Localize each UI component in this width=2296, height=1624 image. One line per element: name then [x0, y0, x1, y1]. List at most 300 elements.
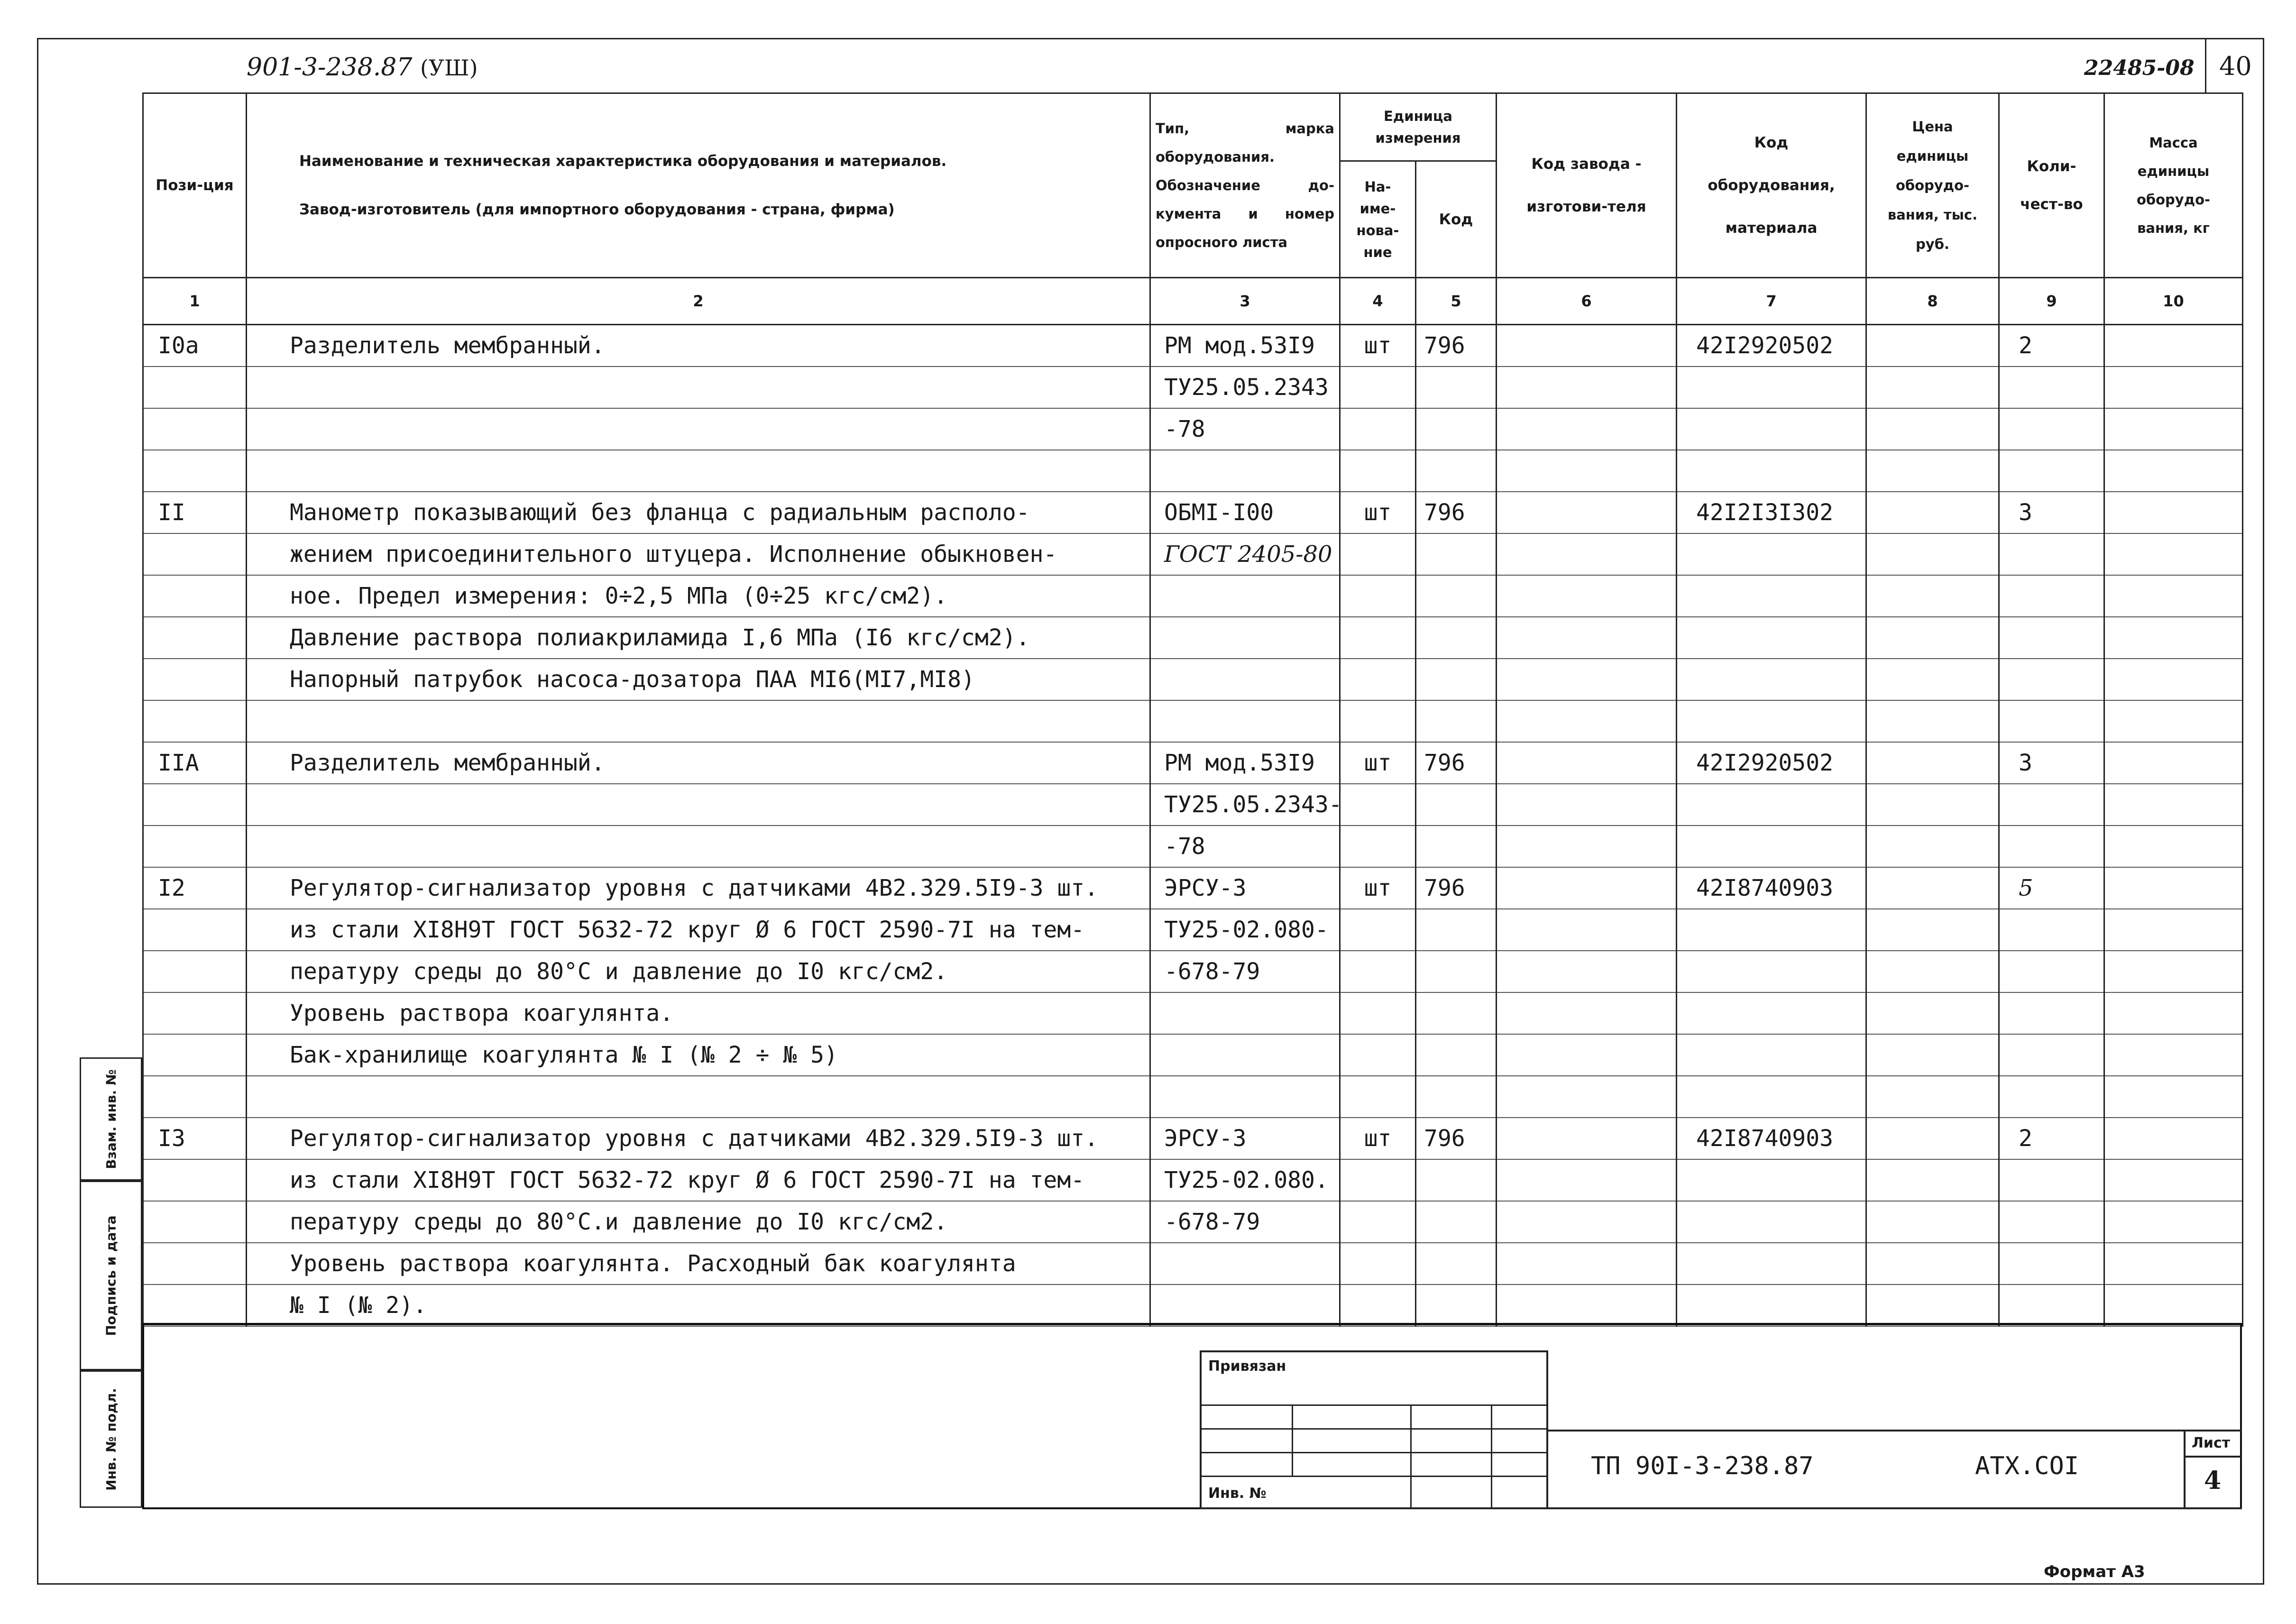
price-cell	[1866, 450, 1999, 492]
inventory-label: Инв. №	[1208, 1485, 1267, 1502]
table-row	[143, 408, 2243, 450]
equipment-code-cell	[1677, 367, 1866, 408]
equipment-code-cell	[1677, 1034, 1866, 1076]
position-cell	[143, 826, 247, 867]
quantity-cell	[1999, 575, 2104, 617]
price-cell	[1866, 1118, 1999, 1159]
name-cell: Напорный патрубок насоса-дозатора ПАА МI6(МI7,МI8)	[247, 659, 1150, 700]
unit-name-cell	[1340, 659, 1416, 700]
unit-name-cell	[1340, 951, 1416, 992]
table-row	[143, 492, 2243, 533]
equipment-code-cell	[1677, 1076, 1866, 1118]
name-cell	[247, 450, 1150, 492]
plant-code-cell	[1497, 1076, 1677, 1118]
mass-cell	[2104, 1243, 2243, 1285]
equipment-code-cell	[1677, 784, 1866, 826]
table-row	[143, 1118, 2243, 1159]
type-cell	[1150, 700, 1340, 742]
quantity-cell: 3	[1999, 742, 2104, 784]
equipment-code-cell	[1677, 533, 1866, 575]
quantity-cell	[1999, 784, 2104, 826]
type-cell	[1150, 1076, 1340, 1118]
position-cell	[143, 909, 247, 951]
price-cell	[1866, 742, 1999, 784]
price-cell	[1866, 1285, 1999, 1326]
type-cell	[1150, 659, 1340, 700]
position-cell	[143, 1076, 247, 1118]
position-cell: IIA	[143, 742, 247, 784]
name-cell	[247, 784, 1150, 826]
mass-cell	[2104, 1076, 2243, 1118]
equipment-code-cell	[1677, 826, 1866, 867]
column-number-row	[143, 278, 2243, 325]
plant-code-cell	[1497, 325, 1677, 367]
unit-code-cell	[1416, 450, 1497, 492]
unit-code-cell	[1416, 700, 1497, 742]
position-cell	[143, 659, 247, 700]
mass-cell	[2104, 450, 2243, 492]
unit-name-cell	[1340, 784, 1416, 826]
plant-code-cell	[1497, 1118, 1677, 1159]
name-cell: Регулятор-сигнализатор уровня с датчиками 4В2.329.5I9-3 шт.	[247, 867, 1150, 909]
column-number: 2	[247, 278, 1150, 325]
price-cell	[1866, 992, 1999, 1034]
table-row	[143, 533, 2243, 575]
column-number: 8	[1866, 278, 1999, 325]
name-cell: Разделитель мембранный.	[247, 325, 1150, 367]
price-cell	[1866, 367, 1999, 408]
table-row	[143, 659, 2243, 700]
quantity-cell	[1999, 659, 2104, 700]
unit-code-cell	[1416, 1159, 1497, 1201]
unit-code-cell: 796	[1416, 325, 1497, 367]
unit-code-cell	[1416, 1201, 1497, 1243]
unit-name-cell	[1340, 1159, 1416, 1201]
position-cell	[143, 533, 247, 575]
binding-label: Привязан	[1208, 1358, 1286, 1375]
price-cell	[1866, 1243, 1999, 1285]
table-row	[143, 325, 2243, 367]
quantity-cell	[1999, 951, 2104, 992]
equipment-code-cell	[1677, 992, 1866, 1034]
project-code: ТП 90I-3-238.87	[1591, 1452, 1814, 1480]
col-name-header-line1: Наименование и техническая характеристика оборудования и материалов.	[299, 153, 947, 170]
position-cell	[143, 951, 247, 992]
plant-code-cell	[1497, 492, 1677, 533]
table-row	[143, 951, 2243, 992]
price-cell	[1866, 1159, 1999, 1201]
table-row	[143, 1076, 2243, 1118]
mass-cell	[2104, 742, 2243, 784]
position-cell	[143, 1201, 247, 1243]
mass-cell	[2104, 617, 2243, 659]
unit-code-cell	[1416, 1034, 1497, 1076]
plant-code-cell	[1497, 1285, 1677, 1326]
mass-cell	[2104, 909, 2243, 951]
price-cell	[1866, 533, 1999, 575]
mass-cell	[2104, 1034, 2243, 1076]
plant-code-cell	[1497, 992, 1677, 1034]
mass-cell	[2104, 951, 2243, 992]
type-cell: ЭРСУ-3	[1150, 1118, 1340, 1159]
price-cell	[1866, 1076, 1999, 1118]
column-number: 5	[1416, 278, 1497, 325]
mass-cell	[2104, 826, 2243, 867]
equipment-code-cell	[1677, 659, 1866, 700]
equipment-code-cell	[1677, 1285, 1866, 1326]
price-cell	[1866, 909, 1999, 951]
plant-code-cell	[1497, 1243, 1677, 1285]
table-row	[143, 1159, 2243, 1201]
mass-cell	[2104, 1159, 2243, 1201]
unit-name-cell: шт	[1340, 325, 1416, 367]
plant-code-cell	[1497, 700, 1677, 742]
unit-code-cell	[1416, 575, 1497, 617]
unit-name-cell: шт	[1340, 1118, 1416, 1159]
col-type-header: Тип, марка оборудования. Обозначение до-кумента и номер опросного листа	[1150, 93, 1340, 278]
quantity-cell: 2	[1999, 1118, 2104, 1159]
type-cell: ЭРСУ-3	[1150, 867, 1340, 909]
quantity-cell: 2	[1999, 325, 2104, 367]
col-equipment-code-header: Код оборудования, материала	[1677, 93, 1866, 278]
col-quantity-header: Коли-чест-во	[1999, 93, 2104, 278]
col-unit-code-header: Код	[1416, 161, 1497, 278]
plant-code-cell	[1497, 450, 1677, 492]
table-row	[143, 784, 2243, 826]
mass-cell	[2104, 1118, 2243, 1159]
sheet-cell-divider	[2184, 1456, 2242, 1458]
page-number: 40	[2219, 51, 2252, 81]
unit-name-cell	[1340, 700, 1416, 742]
equipment-code-cell	[1677, 575, 1866, 617]
type-cell	[1150, 1243, 1340, 1285]
plant-code-cell	[1497, 1201, 1677, 1243]
col-plant-header: Код завода - изготови-теля	[1497, 93, 1677, 278]
table-row	[143, 1285, 2243, 1326]
stamp-original-inv-label: Инв. № подл.	[103, 1387, 119, 1491]
unit-name-cell	[1340, 909, 1416, 951]
type-cell	[1150, 617, 1340, 659]
equipment-code-cell	[1677, 700, 1866, 742]
sheet-label: Лист	[2192, 1435, 2231, 1451]
unit-code-cell: 796	[1416, 742, 1497, 784]
position-cell	[143, 617, 247, 659]
unit-name-cell	[1340, 1076, 1416, 1118]
name-cell	[247, 408, 1150, 450]
quantity-cell: 3	[1999, 492, 2104, 533]
type-cell: ТУ25-02.080.	[1150, 1159, 1340, 1201]
table-row	[143, 1201, 2243, 1243]
plant-code-cell	[1497, 617, 1677, 659]
type-cell: ОБМI-I00	[1150, 492, 1340, 533]
column-number: 1	[143, 278, 247, 325]
name-cell: Давление раствора полиакриламида I,6 МПа (I6 кгс/см2).	[247, 617, 1150, 659]
quantity-cell	[1999, 700, 2104, 742]
price-cell	[1866, 575, 1999, 617]
position-cell	[143, 575, 247, 617]
equipment-code-cell	[1677, 450, 1866, 492]
specification-table	[142, 92, 2243, 1327]
header-row	[143, 93, 2243, 161]
column-number: 9	[1999, 278, 2104, 325]
stamp-signature-date-label: Подпись и дата	[103, 1215, 119, 1336]
unit-name-cell	[1340, 617, 1416, 659]
mass-cell	[2104, 408, 2243, 450]
unit-code-cell	[1416, 1076, 1497, 1118]
quantity-cell	[1999, 826, 2104, 867]
table-row	[143, 700, 2243, 742]
table-row	[143, 1034, 2243, 1076]
type-cell: -78	[1150, 826, 1340, 867]
type-cell: ТУ25-02.080-	[1150, 909, 1340, 951]
mass-cell	[2104, 1285, 2243, 1326]
name-cell	[247, 1076, 1150, 1118]
name-cell: Разделитель мембранный.	[247, 742, 1150, 784]
document-code: 901-3-238.87 (УШ)	[247, 53, 478, 82]
equipment-code-cell	[1677, 617, 1866, 659]
name-cell	[247, 700, 1150, 742]
table-row	[143, 992, 2243, 1034]
position-cell	[143, 1034, 247, 1076]
mass-cell	[2104, 325, 2243, 367]
plant-code-cell	[1497, 575, 1677, 617]
col-mass-header: Масса единицы оборудо-вания, кг	[2104, 93, 2243, 278]
table-row	[143, 867, 2243, 909]
position-cell: I0a	[143, 325, 247, 367]
quantity-cell	[1999, 617, 2104, 659]
plant-code-cell	[1497, 909, 1677, 951]
unit-code-cell: 796	[1416, 1118, 1497, 1159]
binding-grid-line	[1202, 1428, 1546, 1430]
plant-code-cell	[1497, 533, 1677, 575]
price-cell	[1866, 700, 1999, 742]
unit-code-cell	[1416, 826, 1497, 867]
table-row	[143, 367, 2243, 408]
position-cell: II	[143, 492, 247, 533]
equipment-code-cell	[1677, 1201, 1866, 1243]
unit-code-cell	[1416, 909, 1497, 951]
unit-code-cell	[1416, 992, 1497, 1034]
quantity-cell	[1999, 1034, 2104, 1076]
table-row	[143, 450, 2243, 492]
plant-code-cell	[1497, 1159, 1677, 1201]
quantity-cell	[1999, 408, 2104, 450]
mass-cell	[2104, 492, 2243, 533]
plant-code-cell	[1497, 951, 1677, 992]
column-number: 3	[1150, 278, 1340, 325]
price-cell	[1866, 1201, 1999, 1243]
equipment-code-cell: 42I2920502	[1677, 325, 1866, 367]
name-cell: Уровень раствора коагулянта. Расходный бак коагулянта	[247, 1243, 1150, 1285]
price-cell	[1866, 826, 1999, 867]
unit-code-cell: 796	[1416, 492, 1497, 533]
name-cell	[247, 826, 1150, 867]
name-cell: жением присоединительного штуцера. Исполнение обыкновен-	[247, 533, 1150, 575]
stamp-replacement-inv-label: Взам. инв. №	[103, 1069, 119, 1169]
col-unit-name-header: На-име-нова-ние	[1340, 161, 1416, 278]
equipment-code-cell	[1677, 1243, 1866, 1285]
col-price-header: Цена единицы оборудо-вания, тыс. руб.	[1866, 93, 1999, 278]
quantity-cell	[1999, 909, 2104, 951]
type-cell	[1150, 450, 1340, 492]
type-cell: -678-79	[1150, 951, 1340, 992]
name-cell	[247, 367, 1150, 408]
price-cell	[1866, 617, 1999, 659]
quantity-cell	[1999, 1201, 2104, 1243]
quantity-cell	[1999, 1159, 2104, 1201]
format-label: Формат А3	[2044, 1562, 2145, 1581]
mass-cell	[2104, 367, 2243, 408]
unit-code-cell	[1416, 533, 1497, 575]
quantity-cell	[1999, 992, 2104, 1034]
mass-cell	[2104, 867, 2243, 909]
name-cell: № I (№ 2).	[247, 1285, 1150, 1326]
plant-code-cell	[1497, 742, 1677, 784]
mass-cell	[2104, 575, 2243, 617]
name-cell: из стали ХI8Н9Т ГОСТ 5632-72 круг Ø 6 ГОСТ 2590-7I на тем-	[247, 1159, 1150, 1201]
quantity-cell: 5	[1999, 867, 2104, 909]
unit-name-cell	[1340, 450, 1416, 492]
unit-name-cell	[1340, 533, 1416, 575]
unit-name-cell	[1340, 992, 1416, 1034]
quantity-cell	[1999, 450, 2104, 492]
position-cell	[143, 1159, 247, 1201]
price-cell	[1866, 867, 1999, 909]
position-cell	[143, 1285, 247, 1326]
name-cell: Регулятор-сигнализатор уровня с датчиками 4В2.329.5I9-3 шт.	[247, 1118, 1150, 1159]
plant-code-cell	[1497, 408, 1677, 450]
position-cell: I2	[143, 867, 247, 909]
unit-name-cell: шт	[1340, 867, 1416, 909]
col-unit-group-header: Единица измерения	[1340, 93, 1497, 161]
type-cell: РМ мод.53I9	[1150, 742, 1340, 784]
table-row	[143, 909, 2243, 951]
mass-cell	[2104, 992, 2243, 1034]
equipment-code-cell	[1677, 1159, 1866, 1201]
binding-grid-line	[1202, 1404, 1546, 1406]
position-cell	[143, 408, 247, 450]
name-cell: Манометр показывающий без фланца с радиальным располо-	[247, 492, 1150, 533]
quantity-cell	[1999, 1285, 2104, 1326]
equipment-code-cell: 42I8740903	[1677, 1118, 1866, 1159]
type-cell	[1150, 992, 1340, 1034]
binding-grid-line	[1202, 1476, 1546, 1477]
quantity-cell	[1999, 1076, 2104, 1118]
type-cell	[1150, 1034, 1340, 1076]
unit-name-cell	[1340, 1201, 1416, 1243]
name-cell: пературу среды до 80°С.и давление до I0 кгс/см2.	[247, 1201, 1150, 1243]
binding-stamp	[1200, 1350, 1548, 1509]
mass-cell	[2104, 1201, 2243, 1243]
plant-code-cell	[1497, 867, 1677, 909]
plant-code-cell	[1497, 784, 1677, 826]
position-cell: I3	[143, 1118, 247, 1159]
column-number: 10	[2104, 278, 2243, 325]
mass-cell	[2104, 700, 2243, 742]
price-cell	[1866, 951, 1999, 992]
unit-code-cell	[1416, 784, 1497, 826]
position-cell	[143, 700, 247, 742]
name-cell: из стали ХI8Н9Т ГОСТ 5632-72 круг Ø 6 ГОСТ 2590-7I на тем-	[247, 909, 1150, 951]
unit-name-cell	[1340, 826, 1416, 867]
col-name-header-line2: Завод-изготовитель (для импортного оборудования - страна, фирма)	[299, 201, 895, 218]
price-cell	[1866, 659, 1999, 700]
type-cell	[1150, 1285, 1340, 1326]
mass-cell	[2104, 533, 2243, 575]
type-cell: -78	[1150, 408, 1340, 450]
type-cell	[1150, 575, 1340, 617]
position-cell	[143, 992, 247, 1034]
equipment-code-cell	[1677, 408, 1866, 450]
equipment-code-cell: 42I2I3I302	[1677, 492, 1866, 533]
unit-name-cell: шт	[1340, 492, 1416, 533]
plant-code-cell	[1497, 826, 1677, 867]
price-cell	[1866, 1034, 1999, 1076]
mass-cell	[2104, 784, 2243, 826]
sheet-number: 4	[2204, 1466, 2222, 1495]
unit-code-cell: 796	[1416, 867, 1497, 909]
unit-code-cell	[1416, 659, 1497, 700]
unit-name-cell	[1340, 367, 1416, 408]
position-cell	[143, 1243, 247, 1285]
unit-name-cell	[1340, 408, 1416, 450]
type-cell: ТУ25.05.2343-	[1150, 784, 1340, 826]
quantity-cell	[1999, 533, 2104, 575]
column-number: 6	[1497, 278, 1677, 325]
type-cell: -678-79	[1150, 1201, 1340, 1243]
plant-code-cell	[1497, 1034, 1677, 1076]
name-cell: ное. Предел измерения: 0÷2,5 МПа (0÷25 кгс/см2).	[247, 575, 1150, 617]
type-cell: ТУ25.05.2343	[1150, 367, 1340, 408]
position-cell	[143, 367, 247, 408]
unit-name-cell	[1340, 575, 1416, 617]
mass-cell	[2104, 659, 2243, 700]
unit-name-cell	[1340, 1285, 1416, 1326]
column-number: 4	[1340, 278, 1416, 325]
binding-grid-line	[1410, 1404, 1412, 1509]
archive-number: 22485-08	[2084, 56, 2195, 80]
name-cell: пературу среды до 80°С и давление до I0 кгс/см2.	[247, 951, 1150, 992]
quantity-cell	[1999, 367, 2104, 408]
drawing-code: АТХ.СОI	[1975, 1452, 2079, 1480]
unit-name-cell: шт	[1340, 742, 1416, 784]
table-row	[143, 1243, 2243, 1285]
binding-grid-line	[1292, 1404, 1293, 1476]
quantity-cell	[1999, 1243, 2104, 1285]
price-cell	[1866, 408, 1999, 450]
table-row	[143, 826, 2243, 867]
binding-grid-line	[1491, 1404, 1492, 1509]
plant-code-cell	[1497, 659, 1677, 700]
unit-code-cell	[1416, 408, 1497, 450]
position-cell	[143, 784, 247, 826]
unit-code-cell	[1416, 617, 1497, 659]
name-cell: Бак-хранилище коагулянта № I (№ 2 ÷ № 5)	[247, 1034, 1150, 1076]
type-cell: ГОСТ 2405-80	[1150, 533, 1340, 575]
price-cell	[1866, 325, 1999, 367]
col-name-header	[247, 93, 1150, 278]
column-number: 7	[1677, 278, 1866, 325]
price-cell	[1866, 492, 1999, 533]
unit-code-cell	[1416, 951, 1497, 992]
name-cell: Уровень раствора коагулянта.	[247, 992, 1150, 1034]
plant-code-cell	[1497, 367, 1677, 408]
equipment-code-cell	[1677, 951, 1866, 992]
unit-code-cell	[1416, 1243, 1497, 1285]
unit-code-cell	[1416, 367, 1497, 408]
binding-grid-line	[1202, 1452, 1546, 1453]
type-cell: РМ мод.53I9	[1150, 325, 1340, 367]
